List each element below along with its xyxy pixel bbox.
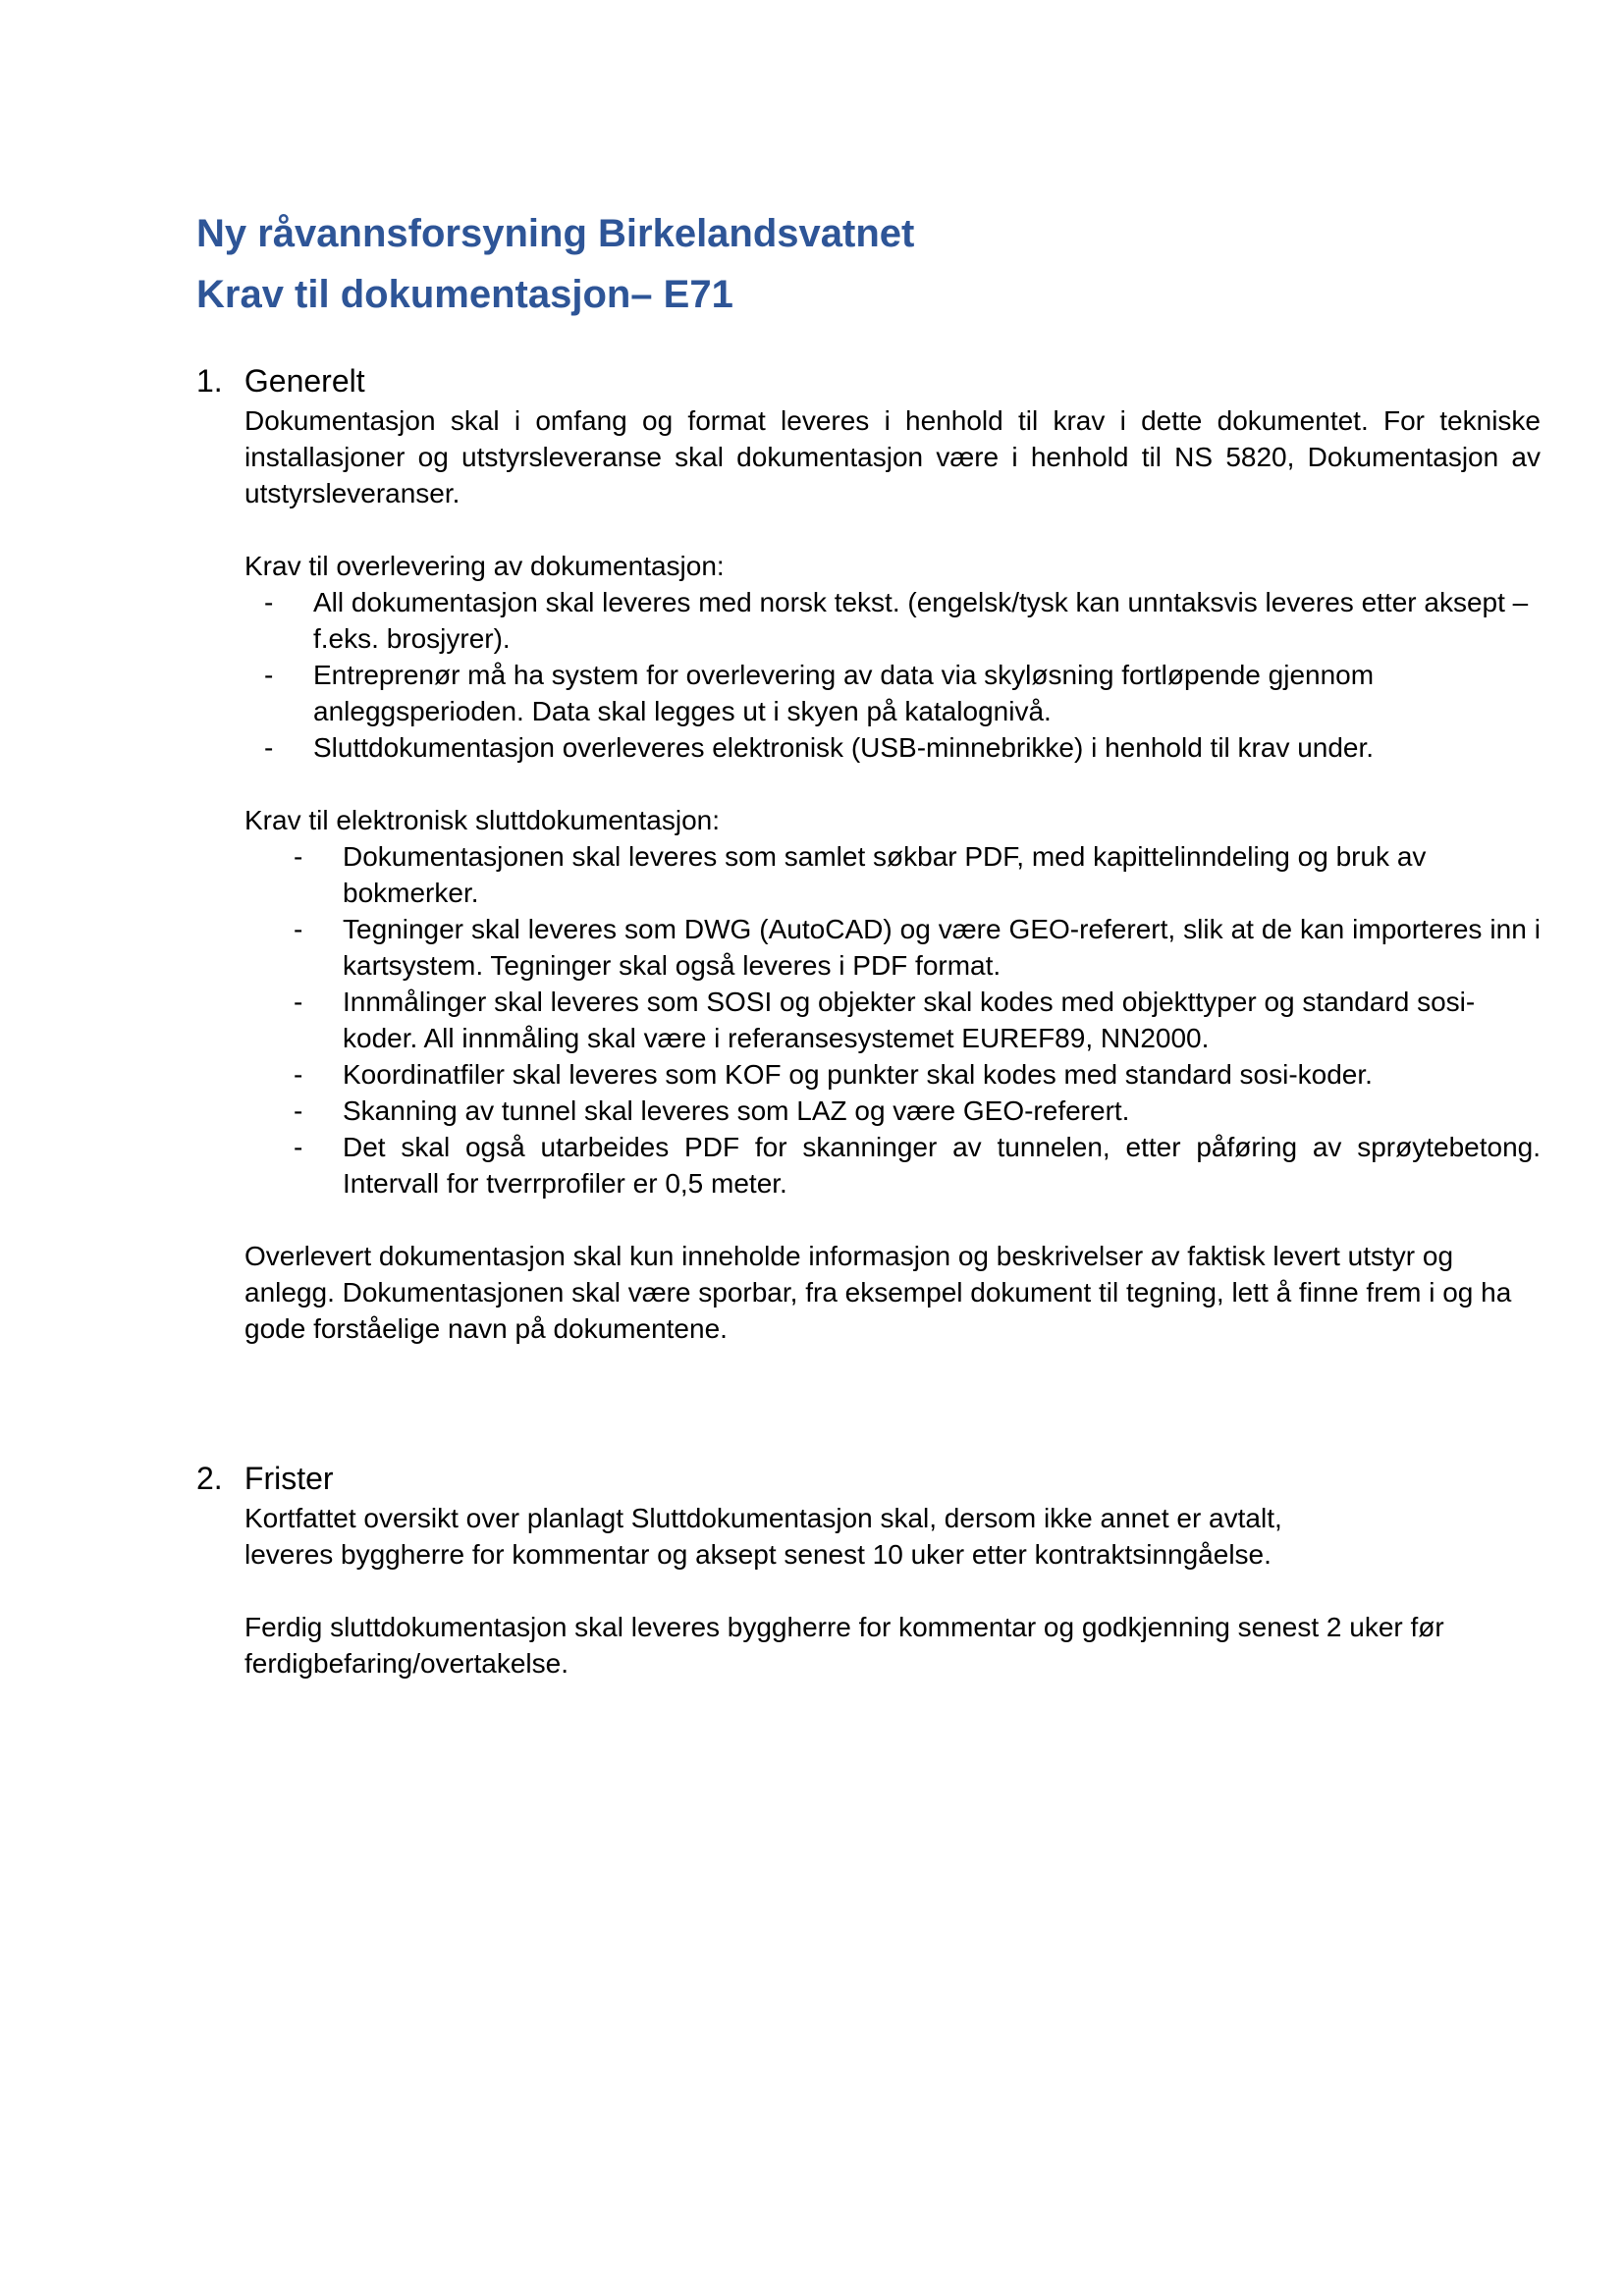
overview-paragraph-line-1: Kortfattet oversikt over planlagt Sluttdokumentasjon skal, dersom ikke annet er avtalt,	[244, 1503, 1282, 1533]
list-item	[244, 838, 1541, 911]
list-item	[244, 657, 1541, 729]
list-marker: -	[294, 987, 303, 1017]
list-item-text: Det skal også utarbeides PDF for skanninger av tunnelen, etter påføring av sprøytebetong. Intervall for tverrprofiler er 0,5 meter.	[343, 1132, 1541, 1199]
electronic-label: Krav til elektronisk sluttdokumentasjon:	[244, 805, 720, 835]
list-item	[244, 729, 1541, 766]
list-marker: -	[264, 732, 274, 763]
section-title: Frister	[244, 1461, 334, 1496]
document-title	[196, 203, 914, 325]
list-marker: -	[294, 1095, 303, 1126]
list-marker: -	[294, 914, 303, 944]
section-frister	[196, 1459, 1542, 1682]
closing-paragraph: Overlevert dokumentasjon skal kun inneholde informasjon og beskrivelser av faktisk levert utstyr og anlegg. Dokumentasjonen skal være sporbar, fra eksempel dokument til tegning, lett å finne frem i og ha gode forståelige navn på dokumentene.	[244, 1241, 1512, 1344]
section-heading	[196, 1459, 1542, 1498]
list-marker: -	[294, 1132, 303, 1162]
list-marker: -	[294, 841, 303, 872]
handover-list	[244, 584, 1541, 766]
intro-paragraph: Dokumentasjon skal i omfang og format leveres i henhold til krav i dette dokumentet. For tekniske installasjoner og utstyrsleveranse skal dokumentasjon være i henhold til NS 5820, Dokumentasjon av utstyrsleveranser.	[244, 405, 1541, 508]
list-item	[244, 911, 1541, 984]
section-heading	[196, 361, 1542, 400]
list-item-text: Innmålinger skal leveres som SOSI og objekter skal kodes med objekttyper og standard sosi-koder. All innmåling skal være i referansesystemet EUREF89, NN2000.	[343, 987, 1476, 1053]
list-item-text: Skanning av tunnel skal leveres som LAZ og være GEO-referert.	[343, 1095, 1130, 1126]
final-delivery-paragraph: Ferdig sluttdokumentasjon skal leveres byggherre for kommentar og godkjenning senest 2 uker før ferdigbefaring/overtakelse.	[244, 1612, 1444, 1679]
title-line-2: Krav til dokumentasjon– E71	[196, 273, 733, 316]
electronic-list	[244, 838, 1541, 1201]
list-item-text: Dokumentasjonen skal leveres som samlet søkbar PDF, med kapittelinndeling og bruk av bokmerker.	[343, 841, 1427, 908]
title-line-1: Ny råvannsforsyning Birkelandsvatnet	[196, 212, 915, 255]
list-marker: -	[294, 1059, 303, 1090]
section-number: 1.	[196, 363, 223, 399]
handover-label: Krav til overlevering av dokumentasjon:	[244, 551, 725, 581]
list-item	[244, 1129, 1541, 1201]
list-item	[244, 1056, 1541, 1093]
list-item-text: All dokumentasjon skal leveres med norsk tekst. (engelsk/tysk kan unntaksvis leveres etter aksept – f.eks. brosjyrer).	[313, 587, 1529, 654]
section-body	[244, 1500, 1541, 1682]
section-number: 2.	[196, 1461, 223, 1496]
list-item-text: Entreprenør må ha system for overlevering av data via skyløsning fortløpende gjennom anleggsperioden. Data skal legges ut i skyen på katalognivå.	[313, 660, 1375, 726]
list-marker: -	[264, 660, 274, 690]
section-body	[244, 402, 1541, 1347]
list-item	[244, 1093, 1541, 1129]
list-item	[244, 584, 1541, 657]
section-title: Generelt	[244, 363, 365, 399]
section-generelt	[196, 361, 1542, 1347]
list-item	[244, 984, 1541, 1056]
list-item-text: Koordinatfiler skal leveres som KOF og punkter skal kodes med standard sosi-koder.	[343, 1059, 1373, 1090]
list-marker: -	[264, 587, 274, 617]
list-item-text: Sluttdokumentasjon overleveres elektronisk (USB-minnebrikke) i henhold til krav under.	[313, 732, 1375, 763]
overview-paragraph-line-2: leveres byggherre for kommentar og aksept senest 10 uker etter kontraktsinngåelse.	[244, 1539, 1272, 1570]
list-item-text: Tegninger skal leveres som DWG (AutoCAD) og være GEO-referert, slik at de kan importeres inn i kartsystem. Tegninger skal også leveres i PDF format.	[343, 914, 1541, 981]
